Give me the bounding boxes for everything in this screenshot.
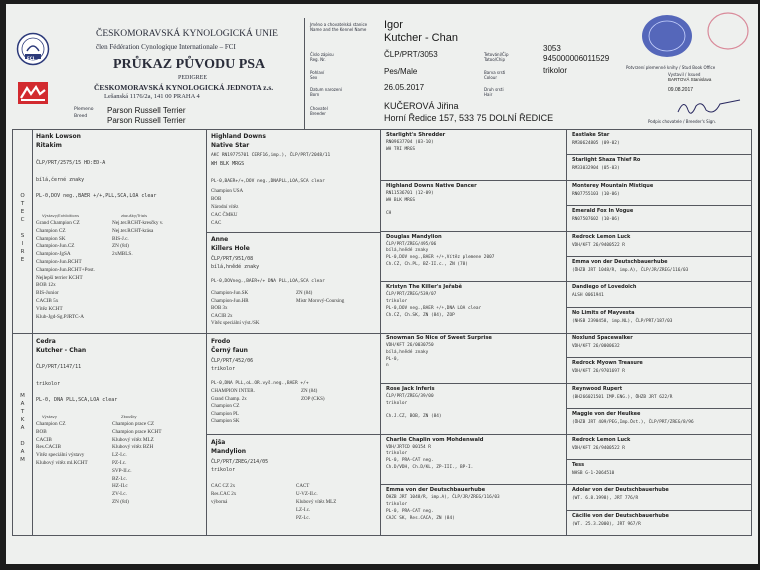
title-entry: BOB	[211, 197, 222, 202]
dog-born: 26.05.2017	[384, 83, 425, 92]
pedigree-sheet	[6, 4, 758, 564]
gen4-ancestor-name: Monterey Mountain Mistique	[572, 182, 654, 189]
breed-label-cz: Plemeno	[74, 107, 94, 112]
reg-label: Číslo zápisu Reg. Nr.	[310, 52, 334, 63]
dam-side-letter	[13, 432, 32, 440]
gen3-ancestor-detail: ČLP/PRT/ZREG/39/00	[386, 393, 434, 399]
sire-side-letter: T	[20, 201, 25, 207]
gen3-ancestor-detail: WH BLK MRGS	[386, 197, 416, 203]
gen4-ancestor-name: Tess	[572, 461, 585, 468]
gen4-ancestor-name: Dandiego of Lovedoich	[572, 284, 637, 291]
gen3-ancestor-detail: trikolor	[386, 299, 408, 305]
dam-side-letter: T	[20, 409, 25, 415]
title-entry: PZ-I.c.	[112, 460, 127, 466]
sire-health: PL-0,DOV neg.,BAER +/+,PLL,SCA,LOA clear	[36, 193, 157, 199]
tattoo-label: Tetování/Čip Tatoo/Chip	[484, 52, 509, 63]
title-entry: Nej.ter.RCHT-kresčky v.	[112, 220, 164, 226]
ss-reg: AKC RN19775701 CERF16,imp.), ČLP/PRT/2048/11	[211, 153, 331, 158]
reg-number: ČLP/PRT/3053	[384, 50, 438, 59]
title-entry: Champion-JgSA	[36, 251, 71, 258]
gen4-ancestor-detail: VDH/KFT 26/9400522 R	[572, 445, 625, 451]
ds-colour: trikolor	[211, 366, 236, 372]
title-entry: PZ-I.c.	[296, 516, 310, 521]
gen4-ancestor-detail: RN07507602 (10-06)	[572, 217, 620, 223]
red-stamp-icon	[704, 8, 752, 54]
title-entry: CAC ČMKU	[211, 213, 238, 218]
title-entry: 2xMBLS.	[112, 251, 133, 258]
gen4-ancestor-detail: VDH/KFT 26/9701697 R	[572, 369, 625, 375]
fci-membership: člen Fédération Cynologique Internationale – FCI	[96, 43, 236, 51]
gen3-ancestor-detail: PL-0,	[386, 356, 400, 362]
gen3-ancestor-detail: VDH/JRTCD 00154 R	[386, 444, 431, 450]
gen4-ancestor-detail: RM33032904 (05-03)	[572, 166, 620, 172]
gen4-ancestor-name: Redrock Lemon Luck	[572, 436, 631, 443]
gen3-ancestor-detail: ČLP/PRT/ZREG/539/07	[386, 292, 437, 298]
gen4-ancestor-name: Starlight Shaza Thief Ro	[572, 157, 641, 164]
gen3-ancestor-detail: PL-0, PRA-CAT neg.	[386, 458, 434, 464]
tattoo-number: 3053	[543, 44, 561, 53]
sire-titles-header-trials: zkoušky/Trials	[121, 213, 148, 218]
title-entry: Klubový vítěz MLZ	[296, 500, 337, 505]
document-title: PRŮKAZ PŮVODU PSA	[113, 57, 266, 72]
gen4-ancestor-name: Cäcilie von der Deutschbauerhube	[572, 512, 669, 519]
title-entry: Champion SK	[36, 235, 66, 242]
sd-kennel: Killers Hole	[211, 245, 250, 252]
gen3-ancestor-detail: Ch.J.CZ, BOB, ZN (84)	[386, 414, 442, 420]
colour-label: Barva srsti Colour	[484, 70, 506, 81]
title-entry: Vítěz speciální výstavy	[36, 452, 85, 459]
name-label: Jméno a chovatelská stanice Name and the Kennel Name	[310, 22, 368, 33]
dam-side-letter: D	[20, 441, 25, 447]
dam-side-letter: M	[20, 393, 25, 399]
title-entry: Klubový vítěz MLZ	[112, 436, 154, 443]
title-entry: Champion PL	[211, 411, 239, 417]
title-entry: ZN (84)	[112, 499, 129, 505]
dam-reg: ČLP/PRT/1147/11	[36, 364, 82, 370]
title-entry: ZOP (CKS)	[301, 396, 325, 402]
gen4-ancestor-name: Noxlund Spacewalker	[572, 335, 633, 341]
title-entry: Champion-Jun.RCHT+Post.	[36, 266, 95, 273]
gen3-ancestor-detail: trikolor	[386, 400, 408, 406]
stamp-issued-label: Vystavil / Issued	[668, 72, 701, 77]
title-entry: Champion SK	[211, 419, 240, 424]
dam-colour: trikolor	[36, 381, 61, 387]
title-entry: CACIB 5x	[36, 298, 59, 304]
gen4-ancestor-detail: ALSH 0061941	[572, 293, 604, 299]
gen4-ancestor-detail: (WT. 25.3.2000), JRT 967/R	[572, 521, 641, 527]
title-entry: Vítěz KCHT	[36, 305, 63, 312]
title-entry: CHAMPION INTER.	[211, 389, 255, 394]
gen3-ancestor-name: Starlight's Shredder	[386, 132, 446, 138]
title-entry: CAC CZ 2x	[211, 484, 236, 489]
sd-health: PL-0,DOVneg.,BAER+/+ DNA PLL,LOA,SCA clear	[211, 279, 325, 284]
title-entry: Klub-Jgd-Sg.PJRTC-A	[36, 313, 84, 320]
title-entry: Res.CACIB	[36, 444, 61, 451]
title-entry: Grand Champ. 2x	[211, 396, 247, 402]
gen4-ancestor-name: Adolar von der Deutschbauerhube	[572, 487, 669, 494]
dam-titles-header-exhibitions: Výstavy	[42, 414, 58, 419]
breeder-signature-icon	[674, 96, 744, 118]
gen3-ancestor-detail: VDH/KFT 26/0030750	[386, 343, 434, 348]
cmku-logo-mark-icon	[18, 82, 48, 104]
dd-colour: trikolor	[211, 467, 236, 473]
sire-side-letter: I	[21, 241, 24, 247]
title-entry: Champion CZ	[36, 227, 66, 234]
stud-book-stamp-icon	[638, 12, 696, 64]
ss-name: Highland Downs	[211, 133, 266, 140]
sd-colour: bílá,hnědé znaky	[211, 264, 260, 270]
gen3-ancestor-name: Douglas Mandylion	[386, 233, 442, 240]
title-entry: LZ-I.c.	[112, 452, 127, 459]
ds-name: Frodo	[211, 338, 231, 345]
sd-name: Anne	[211, 236, 229, 243]
dog-name: Igor	[384, 19, 403, 31]
gen4-ancestor-name: Redrock Lemon Luck	[572, 233, 631, 240]
gen3-ancestor-name: Highland Downs Native Dancer	[386, 182, 477, 189]
gen4-ancestor-detail: (WT. 6.8.1998), JRT 776/R	[572, 496, 639, 502]
dam-name: Cedra	[36, 338, 56, 345]
ds-reg: ČLP/PRT/452/06	[211, 358, 254, 364]
gen3-ancestor-detail: ČLP/PRT/ZREG/495/06	[386, 241, 437, 247]
title-entry: U-VZ-II.c.	[296, 492, 318, 497]
title-entry: ZN (84)	[296, 291, 313, 296]
title-entry: výborná	[211, 500, 228, 505]
gen4-ancestor-detail: (ÖHZB JRT 409/PEG,Imp.Öst.), ČLP/PRT/ZREG/8/96	[572, 420, 694, 426]
gen3-ancestor-detail: WH TRI MRGS	[386, 146, 416, 152]
title-entry: Champion CZ	[36, 421, 66, 427]
gen4-ancestor-detail: RN07755103 (10-06)	[572, 191, 620, 197]
gen4-ancestor-detail: (NHSB 2390458, imp.NL), ČLP/PRT/187/03	[572, 318, 673, 324]
title-entry: CAC	[211, 221, 222, 226]
gen3-ancestor-detail: PL-0,DOV neg.,BAER +/+,DNA LOA clear	[386, 305, 482, 311]
title-entry: Champion-Jun.SK	[211, 291, 249, 296]
gen4-ancestor-name: Redrock Myown Treasure	[572, 360, 643, 367]
gen3-ancestor-name: Snowman So Nice of Sweet Surprise	[386, 335, 492, 341]
title-entry: Nej.ter.RCHT-krása	[112, 227, 154, 234]
ss-kennel: Native Star	[211, 142, 250, 149]
title-entry: ZN (84)	[112, 243, 129, 250]
title-entry: CACIB	[36, 436, 52, 443]
title-entry: BOB 12x	[36, 282, 56, 289]
ss-health: PL-0,BAER+/+,DOV neg.,DNAPLL,LOA,SCA clear	[211, 179, 325, 184]
gen4-ancestor-name: No Limits of Mayvesta	[572, 309, 635, 316]
gen3-ancestor-detail: PL-0,DOV neg.,BAER +/+,Vítěz plemene 2007	[386, 255, 495, 261]
sire-side-letter: O	[20, 193, 25, 199]
sire-name: Hank Lowson	[36, 133, 81, 140]
sire-titles-header-exhibitions: Výstavy/Exhibitions	[42, 213, 80, 218]
ds-health: PL-0,DNA PLL,oL.OR.vyš.neg.,BAER +/+	[211, 381, 309, 386]
gen4-ancestor-detail: VDH/KFT 26/9400522 R	[572, 242, 625, 248]
title-entry: Nejlepší terrier KCHT	[36, 274, 83, 281]
ds-kennel: Černý faun	[211, 347, 248, 354]
gen4-ancestor-name: Maggie von der Heulkee	[572, 411, 641, 418]
dog-kennel: Kutcher - Chan	[384, 32, 458, 44]
sire-side-letter: E	[20, 257, 25, 263]
gen3-ancestor-detail: CAJC SK, Res.CACA, ZN (84)	[386, 515, 455, 521]
gen3-ancestor-detail: CH	[386, 211, 392, 217]
dog-sex: Pes/Male	[384, 67, 418, 76]
dam-titles-header-trials: Zkoušky	[121, 414, 137, 419]
sire-side-letter: C	[20, 217, 25, 223]
gen3-ancestor-detail: RN09637704 (03-10)	[386, 140, 434, 145]
gen4-ancestor-detail: (BH266021501 IMP.ENG.), ÖHZB JRT 622/R	[572, 394, 673, 400]
gen3-ancestor-detail: trikolor	[386, 502, 408, 508]
ss-colour: WH BLK MRGS	[211, 161, 245, 167]
gen4-ancestor-name: Reynwood Rupert	[572, 385, 623, 392]
gen4-ancestor-name: Eastlake Star	[572, 132, 610, 138]
born-label: Datum narození Born	[310, 87, 342, 98]
title-entry: Klubový vítěz BZH	[112, 444, 154, 451]
title-entry: BOB	[36, 428, 47, 435]
dam-side-label	[13, 392, 32, 464]
breed-label-en: Breed	[74, 114, 88, 119]
dam-side-letter: A	[20, 401, 25, 407]
dog-colour: trikolor	[543, 66, 568, 75]
title-entry: HZ-II.c	[112, 483, 128, 490]
organization-name: ČESKOMORAVSKÁ KYNOLOGICKÁ JEDNOTA z.s.	[94, 83, 274, 92]
title-entry: Champion-Jun.CZ	[36, 243, 75, 250]
gen4-ancestor-name: Emma von der Deutschbauerhube	[572, 258, 668, 265]
title-entry: Champion-Jun.HR	[211, 298, 249, 304]
title-entry: Mistr Morový-Coursing	[296, 298, 345, 304]
breeder-name: KUČEROVÁ Jiřina	[384, 101, 459, 111]
title-entry: LZ-I.c.	[296, 508, 311, 513]
gen4-ancestor-detail: VDH/KFT 26/0000632	[572, 344, 620, 349]
gen3-ancestor-name: Emma von der Deutschbauerhube	[386, 487, 486, 494]
sd-reg: ČLP/PRT/951/08	[211, 256, 254, 262]
gen3-ancestor-name: Charlie Chaplin vom Mohdenwald	[386, 436, 484, 443]
dam-health: PL-0, DNA PLL,SCA,LOA clear	[36, 397, 118, 403]
sire-side-letter: E	[20, 209, 25, 215]
gen4-ancestor-detail: NHSB G-1-2064510	[572, 470, 615, 476]
gen3-ancestor-name: Kristyn The Killer's Jeřabě	[386, 284, 463, 291]
hair-label: Druh srsti Hair	[484, 87, 504, 98]
title-entry: Champion-Jun.RCHT	[36, 259, 82, 265]
gen3-ancestor-detail: Ch.D/VDH, Ch.D/KL, ZP-III., BP-I.	[386, 464, 474, 470]
gen3-ancestor-detail: n	[386, 363, 389, 369]
title-entry: Res.CAC 2x	[211, 492, 237, 497]
title-entry: BOB 3x	[211, 306, 228, 311]
signature-caption: Podpis chovatele / Breeder's Sign.	[648, 119, 717, 124]
title-entry: Klubový vítěz ml.KCHT	[36, 460, 88, 466]
gen3-ancestor-detail: Ch.CZ, Ch.SK, ZN (84), ZOP	[386, 312, 455, 318]
stamp-date: 09.08.2017	[668, 87, 694, 93]
dam-side-letter: M	[20, 457, 25, 463]
title-entry: Champion CZ	[211, 404, 240, 409]
sire-side-letter: R	[20, 249, 25, 255]
gen3-ancestor-detail: bílá,hnědé znaky	[386, 349, 429, 355]
title-entry: SVP-II.c.	[112, 467, 132, 474]
gen4-ancestor-detail: (ÖHZB JRT 1048/R, imp.A), ČLP/JR/ZREG/116/03	[572, 267, 689, 273]
title-entry: Národní vítěz	[211, 205, 239, 210]
gen3-ancestor-detail: RN11536701 (12-09)	[386, 190, 434, 196]
gen3-ancestor-detail: trikolor	[386, 451, 408, 457]
title-entry: CACIB 2x	[211, 313, 233, 319]
breed-cz: Parson Russell Terrier	[107, 106, 186, 115]
sire-colour: bílá,černé znaky	[36, 177, 85, 183]
fci-logo-text: FCI	[27, 56, 35, 61]
sire-reg: ČLP/PRT/2575/15 HD:ED-A	[36, 160, 106, 166]
title-entry: CACT	[296, 484, 310, 489]
sex-label: Pohlaví Sex	[310, 70, 325, 81]
organization-address: Lešanská 1176/2a, 141 00 PRAHA 4	[104, 93, 200, 100]
chip-number: 945000006011529	[543, 54, 610, 63]
dd-reg: ČLP/PRT/ZREG/214/05	[211, 459, 269, 465]
dd-name: Ajša	[211, 439, 226, 446]
title-entry: BZ-I.c.	[112, 475, 127, 482]
title-entry: ZN (84)	[301, 389, 318, 394]
title-entry: ZV-I.c.	[112, 491, 127, 498]
breeder-label: Chovatel Breeder	[310, 106, 328, 117]
title-entry: Vítěz speciální výst./SK	[211, 321, 260, 326]
gen4-ancestor-detail: RM30624805 (09-02)	[572, 141, 620, 146]
gen3-ancestor-detail: Ch.CZ, Ch.PL, BZ-II.c., ZN (78)	[386, 261, 468, 267]
document-subtitle: PEDIGREE	[178, 75, 207, 81]
dd-kennel: Mandylion	[211, 448, 247, 455]
union-name: ČESKOMORAVSKÁ KYNOLOGICKÁ UNIE	[96, 29, 278, 39]
title-entry: BIS-Junior	[36, 290, 59, 297]
gen3-ancestor-detail: PL-0, PRA-CAT neg.	[386, 508, 434, 514]
title-entry: Champion USA	[211, 189, 244, 194]
dam-side-letter: K	[20, 417, 25, 423]
gen3-ancestor-detail: ÖHZB JRT 1048/R, imp.A), ČLP/JR/ZREG/116/03	[386, 495, 500, 501]
gen4-ancestor-name: Emerald Fox In Vogue	[572, 208, 634, 215]
gen3-ancestor-name: Rose Jack Inferis	[386, 385, 435, 392]
sire-side-letter	[13, 224, 32, 232]
title-entry: Champion prace CZ	[112, 421, 155, 427]
breeder-address: Horní Ředice 157, 533 75 DOLNÍ ŘEDICE	[384, 113, 554, 123]
sire-kennel: Ritakim	[36, 142, 62, 149]
sire-side-letter: S	[20, 233, 25, 239]
sire-side-label	[13, 192, 32, 264]
dam-side-letter: A	[20, 425, 25, 431]
dam-side-letter: A	[20, 449, 25, 455]
title-entry: Champion prace KCHT	[112, 428, 162, 435]
stamp-issued-by: BARTOVÁ Stanislava	[668, 77, 712, 82]
gen3-ancestor-detail: bílá,hnědé znaky	[386, 248, 429, 254]
title-entry: BIS-J.c.	[112, 235, 129, 242]
title-entry: Grand Champion CZ	[36, 220, 80, 226]
stamp-caption: Potvrzení plemenné knihy / Stud Book Office	[626, 65, 716, 70]
dam-kennel: Kutcher - Chan	[36, 347, 87, 354]
breed-en: Parson Russell Terrier	[107, 116, 186, 125]
